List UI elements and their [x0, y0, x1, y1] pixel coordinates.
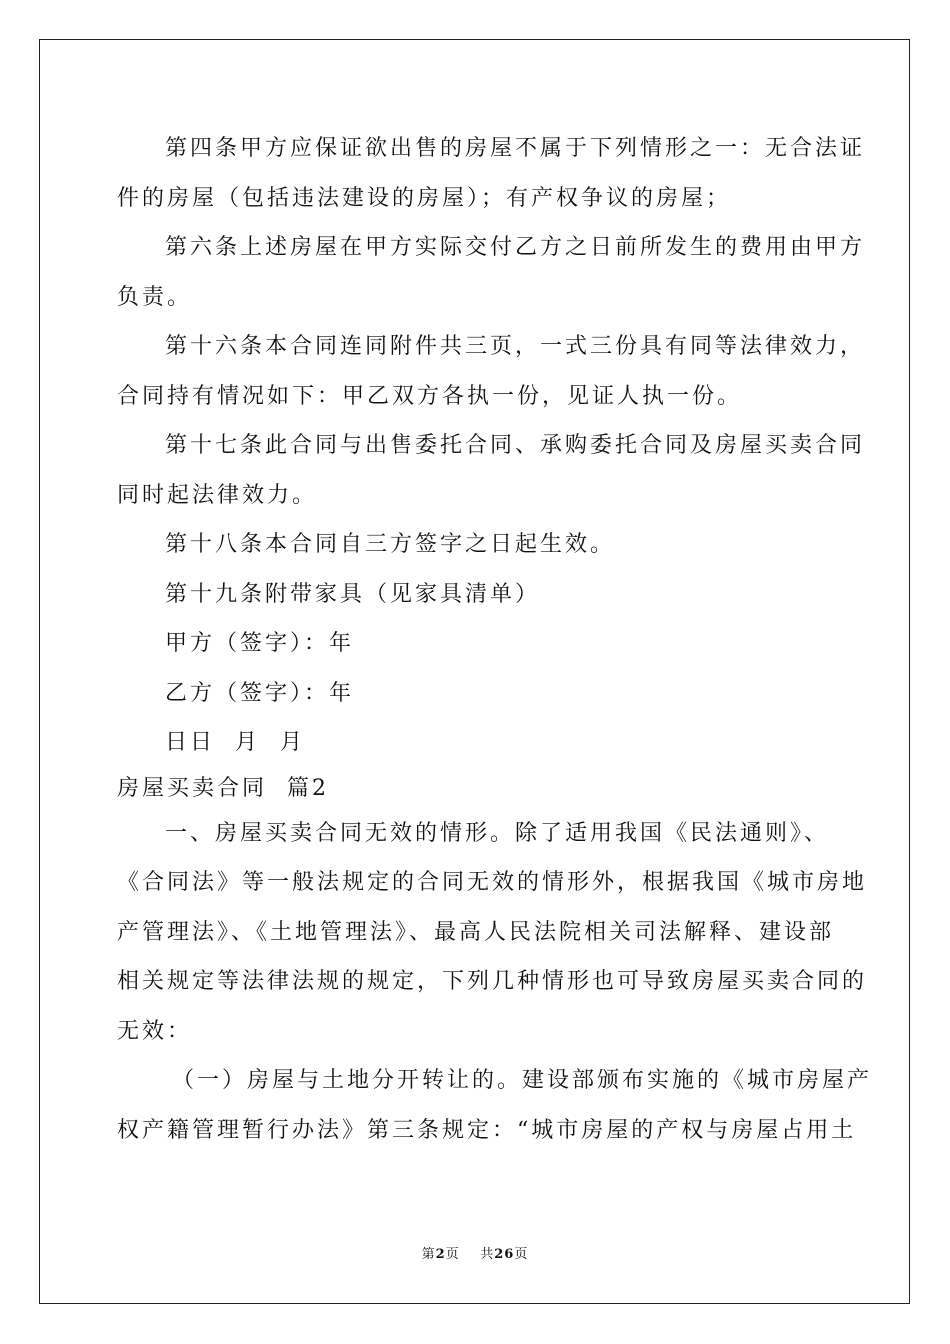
- section-heading: 房屋买卖合同 篇2: [117, 775, 329, 801]
- paragraph-line: 权产籍管理暂行办法》第三条规定：“城市房屋的产权与房屋占用土: [117, 1117, 857, 1143]
- page-number-footer: [0, 1243, 950, 1262]
- paragraph-line: 同时起法律效力。: [117, 482, 318, 508]
- paragraph-line: 一、房屋买卖合同无效的情形。除了适用我国《民法通则》、: [165, 820, 830, 846]
- paragraph-line: 第十六条本合同连同附件共三页，一式三份具有同等法律效力，: [165, 334, 866, 359]
- paragraph-line: （一）房屋与土地分开转让的。建设部颁布实施的《城市房屋产: [172, 1068, 873, 1093]
- paragraph-line: 产管理法》、《土地管理法》、最高人民法院相关司法解释、建设部: [117, 919, 835, 945]
- page-prefix: 第: [421, 1247, 436, 1262]
- signature-line-party-a: 甲方（签字）：年: [165, 631, 355, 656]
- paragraph-line: 第十八条本合同自三方签字之日起生效。: [165, 532, 616, 557]
- paragraph-line: 无效：: [117, 1018, 193, 1044]
- paragraph-line: 第四条甲方应保证欲出售的房屋不属于下列情形之一：无合法证: [165, 136, 866, 161]
- document-body: [117, 124, 873, 1155]
- paragraph-line: 相关规定等法律法规的规定，下列几种情形也可导致房屋买卖合同的: [117, 969, 868, 994]
- paragraph-line: 第十七条此合同与出售委托合同、承购委托合同及房屋买卖合同: [165, 433, 866, 458]
- paragraph-line: 第六条上述房屋在甲方实际交付乙方之日前所发生的费用由甲方: [165, 235, 866, 260]
- paragraph-line: 第十九条附带家具（见家具清单）: [165, 581, 541, 607]
- current-page-number: 2: [435, 1247, 446, 1262]
- paragraph-line: 合同持有情况如下：甲乙双方各执一份，见证人执一份。: [117, 383, 743, 409]
- page-mid: 页 共: [445, 1247, 495, 1262]
- signature-line-party-b: 乙方（签字）：年: [165, 680, 355, 706]
- date-line: 日日 月 月: [165, 730, 305, 755]
- page-suffix: 页: [514, 1247, 529, 1262]
- paragraph-line: 《合同法》等一般法规定的合同无效的情形外，根据我国《城市房地: [117, 870, 868, 895]
- paragraph-line: 件的房屋（包括违法建设的房屋）；有产权争议的房屋；: [117, 185, 732, 211]
- paragraph-line: 负责。: [117, 284, 193, 310]
- total-page-number: 26: [494, 1247, 515, 1262]
